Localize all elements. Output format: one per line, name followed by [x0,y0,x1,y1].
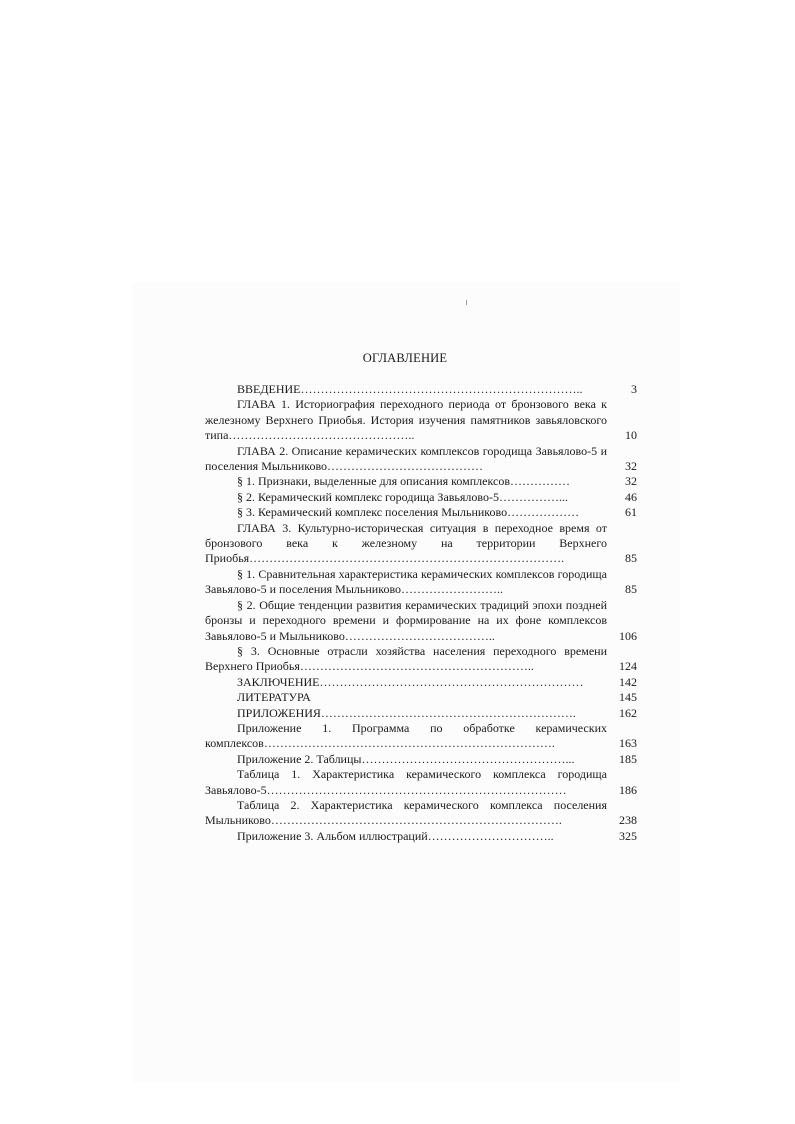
toc-entry-literature [205,690,637,705]
toc-entry-appendices [205,706,637,721]
toc-entry-chapter-3-section-1 [205,567,637,598]
toc-entry-table-1 [205,767,637,798]
toc-entry-text: Таблица 2. Характеристика керамического комплекса поселения Мыльниково………………………………………………………………. [205,797,607,828]
table-of-contents [205,382,637,844]
toc-entry-text: § 1. Сравнительная характеристика керамических комплексов городища Завьялово-5 и поселения Мыльниково…………………….. [205,566,607,597]
toc-entry-page: 124 [619,659,637,674]
toc-entry-page: 325 [619,828,637,843]
toc-entry-text: ГЛАВА 2. Описание керамических комплексов городища Завьялово-5 и поселения Мыльниково………………………………… [205,443,607,474]
toc-entry-page: 32 [625,474,637,489]
toc-entry-table-2 [205,798,637,829]
toc-entry-page: 163 [619,736,637,751]
toc-entry-page: 186 [619,782,637,797]
toc-entry-text: ЛИТЕРАТУРА [237,690,311,705]
toc-entry-page: 85 [625,551,637,566]
toc-entry-text: Приложение 1. Программа по обработке керамических комплексов………………………………………………………………. [205,720,607,751]
toc-entry-text: Таблица 1. Характеристика керамического комплекса городища Завьялово-5………………………………………………………………… [205,767,607,797]
toc-entry-text: § 1. Признаки, выделенные для описания комплексов…………… [237,474,570,489]
toc-entry-page: 85 [625,582,637,597]
toc-entry-text: § 2. Общие тенденции развития керамических традиций эпохи поздней бронзы и переходного времени и формирование на их фоне комплексов Завьялово-5 и Мыльниково……………………………….. [205,597,607,643]
toc-entry-chapter-1 [205,397,637,443]
toc-entry-chapter-2-section-1 [205,474,637,489]
toc-entry-chapter-2-section-2 [205,490,637,505]
toc-entry-page: 3 [631,382,637,396]
toc-title: ОГЛАВЛЕНИЕ [362,351,448,365]
toc-entry-appendix-3 [205,829,637,844]
toc-entry-text: ЗАКЛЮЧЕНИЕ………………………………………………………… [237,674,584,689]
toc-entry-text: § 3. Керамический комплекс поселения Мыльниково……………… [237,505,580,520]
toc-entry-text: ГЛАВА 3. Культурно-историческая ситуация в переходное время от бронзового века к железному на территории Верхнего Приобья……………………………………………………………………. [205,520,607,566]
toc-entry-appendix-1 [205,721,637,752]
toc-entry-text: Приложение 2. Таблицы……………………………………………... [237,751,575,766]
toc-entry-page: 238 [619,813,637,828]
toc-entry-page: 46 [625,489,637,504]
toc-entry-introduction [205,382,637,397]
toc-entry-text: ГЛАВА 1. Историография переходного периода от бронзового века к железному Верхнего Приобья. История изучения памятников завьяловского типа……………………………………….. [205,397,607,443]
toc-entry-page: 162 [619,705,637,720]
toc-entry-page: 145 [619,690,637,705]
toc-entry-appendix-2 [205,752,637,767]
toc-entry-text: Приложение 3. Альбом иллюстраций………………………….. [237,828,554,843]
toc-entry-page: 106 [619,628,637,643]
toc-entry-conclusion [205,675,637,690]
toc-entry-chapter-2-section-3 [205,505,637,520]
toc-entry-chapter-3-section-2 [205,598,637,644]
toc-entry-page: 10 [625,428,637,443]
toc-entry-chapter-2 [205,444,637,475]
toc-entry-page: 185 [619,751,637,766]
toc-entry-page: 61 [625,505,637,520]
toc-entry-chapter-3-section-3 [205,644,637,675]
toc-entry-page: 142 [619,674,637,689]
toc-entry-text: § 2. Керамический комплекс городища Завьялово-5……………... [237,489,568,504]
toc-entry-text: ПРИЛОЖЕНИЯ………………………………………………………. [237,705,576,720]
scan-speck [466,300,467,305]
toc-entry-chapter-3 [205,521,637,567]
toc-entry-text: § 3. Основные отрасли хозяйства населения переходного времени Верхнего Приобья………………………………………………….. [205,643,607,674]
toc-entry-text: ВВЕДЕНИЕ…………………………………………………………….. [237,382,583,396]
toc-entry-page: 32 [625,459,637,474]
